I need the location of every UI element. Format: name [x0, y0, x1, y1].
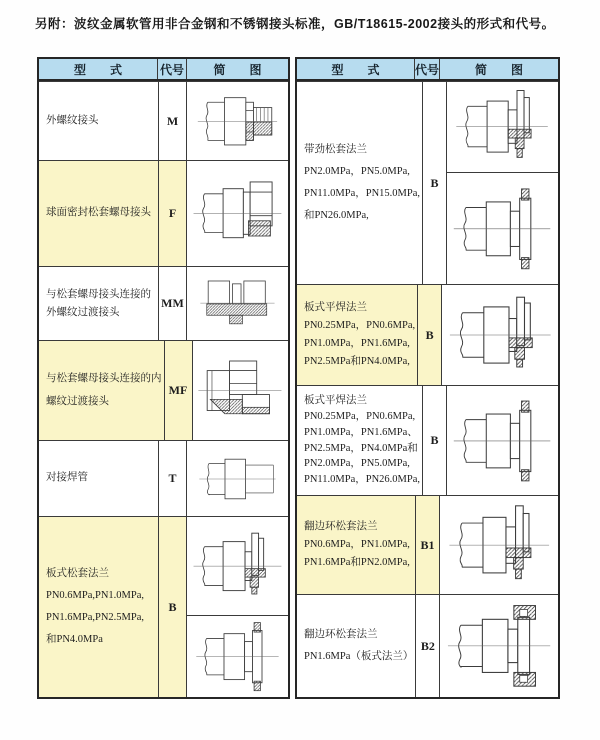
necked-loose-flange-diagram-1 — [447, 82, 558, 172]
table-row — [297, 385, 558, 495]
fitting-code-cell: B — [158, 517, 187, 697]
diagram-subcell — [193, 341, 289, 440]
fitting-type-text-line: 翻边环松套法兰 — [304, 628, 378, 640]
fitting-type-cell — [39, 517, 158, 697]
fitting-type-cell — [39, 82, 158, 160]
fitting-type-cell — [39, 341, 164, 440]
fitting-type-cell — [39, 267, 158, 340]
fitting-type-text-line: 翻边环松套法兰 — [304, 521, 378, 533]
necked-loose-flange-diagram-2 — [447, 173, 558, 284]
fitting-code-cell: B — [417, 285, 442, 385]
fitting-type-text-line: 与松套螺母接头连接的 — [46, 288, 151, 300]
table-row — [297, 495, 558, 594]
fitting-type-text-line: 外螺纹过渡接头 — [46, 306, 120, 318]
column-header-diagram: 简 图 — [474, 62, 523, 77]
fitting-diagram-cell — [442, 285, 558, 385]
table-row — [39, 340, 288, 440]
plate-weld-flange-diagram-2 — [447, 386, 558, 495]
diagram-subcell — [447, 173, 558, 284]
fitting-type-cell — [297, 386, 422, 495]
fitting-diagram-cell — [440, 496, 558, 594]
fitting-diagram-cell — [440, 595, 558, 697]
fitting-diagram-cell — [187, 82, 288, 160]
diagram-subcell — [447, 82, 558, 173]
fitting-type-text-line: 对接焊管 — [46, 472, 88, 484]
table-header-row — [297, 59, 558, 81]
fitting-type-cell — [297, 82, 422, 284]
fitting-diagram-cell — [187, 161, 288, 266]
fitting-type-text-line: PN0.6MPa,PN1.0MPa, — [46, 589, 145, 601]
fitting-code-cell: B — [422, 386, 447, 495]
table-row — [297, 284, 558, 385]
fitting-type-text-line: PN11.0MPa，PN15.0MPa, — [304, 188, 421, 199]
fitting-type-text-line: PN1.0MPa，PN1.6MPa、 — [304, 426, 418, 438]
fitting-type-text-line: PN0.6MPa，PN1.0MPa, — [304, 539, 410, 551]
diagram-subcell — [440, 595, 558, 697]
fitting-type-text-line: PN2.5MPa，PN4.0MPa和 — [304, 442, 418, 454]
diagram-subcell — [187, 82, 288, 160]
spherical-seal-nut-fitting-diagram — [187, 161, 288, 266]
table-row — [39, 440, 288, 516]
table-row — [39, 266, 288, 340]
fitting-diagram-cell — [447, 386, 558, 495]
table-row — [39, 516, 288, 697]
fitting-type-cell — [297, 285, 417, 385]
table-row — [39, 160, 288, 266]
fitting-type-cell — [297, 496, 415, 594]
fitting-code-cell: MF — [164, 341, 193, 440]
male-thread-transition-fitting-diagram — [187, 267, 288, 340]
fitting-type-text-line: PN1.6MPa和PN2.0MPa, — [304, 556, 410, 568]
diagram-subcell — [447, 386, 558, 495]
fitting-table-left-half — [37, 57, 290, 699]
butt-weld-pipe-diagram — [187, 441, 288, 516]
fitting-code-cell: B1 — [415, 496, 440, 594]
fitting-code-cell: M — [158, 82, 187, 160]
fitting-diagram-cell — [187, 517, 288, 697]
column-header-code: 代号 — [158, 59, 187, 79]
fitting-type-cell — [39, 441, 158, 516]
fitting-type-text-line: 和PN4.0MPa — [46, 634, 103, 646]
plate-weld-flange-diagram-1 — [442, 285, 558, 385]
column-header-type: 型 式 — [297, 59, 415, 79]
fitting-type-text-line: 板式平焊法兰 — [304, 302, 367, 314]
column-header-type: 型 式 — [39, 59, 158, 79]
fitting-type-cell — [39, 161, 158, 266]
fitting-type-text-line: 与松套螺母接头连接的内 — [46, 373, 162, 385]
fitting-type-text-line: PN2.0MPa，PN5.0MPa, — [304, 458, 410, 470]
fitting-type-text-line: 带劲松套法兰 — [304, 143, 367, 155]
page-title: 另附：波纹金属软管用非合金钢和不锈钢接头标准，GB/T18615-2002接头的形式和代号。 — [35, 17, 555, 31]
table-row — [297, 81, 558, 284]
male-thread-fitting-diagram — [187, 82, 288, 160]
fitting-type-text-line: 外螺纹接头 — [46, 114, 99, 126]
fitting-diagram-cell — [447, 82, 558, 284]
fitting-type-text-line: PN1.6MPa（板式法兰） — [304, 651, 414, 662]
fitting-diagram-cell — [187, 441, 288, 516]
fitting-code-cell: B — [422, 82, 447, 284]
table-row — [297, 594, 558, 697]
female-thread-transition-fitting-diagram — [193, 341, 289, 440]
diagram-subcell — [440, 496, 558, 594]
diagram-subcell — [187, 267, 288, 340]
fitting-type-text-line: 和PN26.0MPa, — [304, 210, 369, 222]
column-header-diagram: 简 图 — [213, 62, 262, 77]
fitting-table-right-half — [295, 57, 560, 699]
fitting-diagram-cell — [187, 267, 288, 340]
diagram-subcell — [442, 285, 558, 385]
fitting-type-text-line: PN1.0MPa，PN1.6MPa, — [304, 338, 410, 349]
plate-loose-flange-diagram-2 — [187, 616, 288, 697]
fitting-type-text-line: PN1.6MPa,PN2.5MPa, — [46, 612, 145, 623]
table-row — [39, 81, 288, 160]
fitting-type-text-line: PN0.25MPa，PN0.6MPa, — [304, 411, 416, 422]
column-header-code: 代号 — [415, 59, 440, 79]
fitting-code-cell: B2 — [415, 595, 440, 697]
fitting-type-text-line: PN2.0MPa，PN5.0MPa, — [304, 165, 410, 177]
fitting-type-text-line: PN11.0MPa，PN26.0MPa, — [304, 474, 421, 485]
fitting-code-cell: T — [158, 441, 187, 516]
fitting-type-cell — [297, 595, 415, 697]
fitting-type-text-line: 螺纹过渡接头 — [46, 395, 109, 407]
fitting-code-cell: F — [158, 161, 187, 266]
fitting-type-text-line: 球面密封松套螺母接头 — [46, 207, 151, 219]
diagram-subcell — [187, 616, 288, 697]
table-header-row — [39, 59, 288, 81]
flanged-ring-loose-flange-diagram — [440, 496, 558, 594]
diagram-subcell — [187, 441, 288, 516]
fitting-type-text-line: PN0.25MPa，PN0.6MPa, — [304, 320, 416, 332]
fitting-type-text-line: 板式松套法兰 — [46, 567, 109, 579]
fitting-type-text-line: 板式平焊法兰 — [304, 395, 367, 407]
fitting-code-cell: MM — [158, 267, 187, 340]
flanged-ring-plate-flange-diagram — [440, 595, 558, 697]
fitting-diagram-cell — [193, 341, 289, 440]
fitting-type-text-line: PN2.5MPa和PN4.0MPa, — [304, 355, 410, 367]
plate-loose-flange-diagram-1 — [187, 517, 288, 615]
diagram-subcell — [187, 517, 288, 616]
diagram-subcell — [187, 161, 288, 266]
